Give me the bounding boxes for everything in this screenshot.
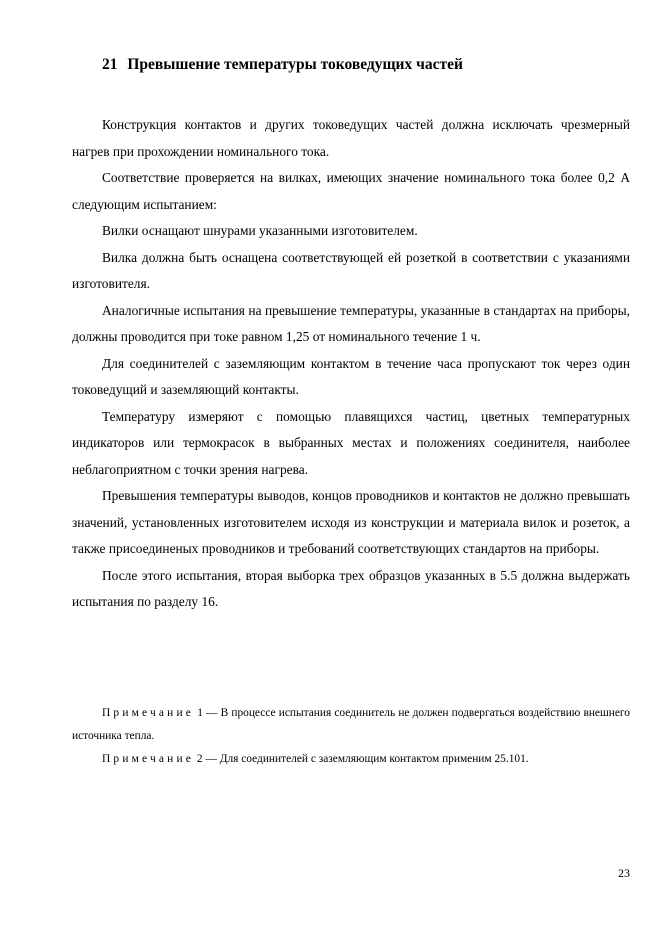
paragraph: Превышения температуры выводов, концов проводников и контактов не должно превышать значений, установленных изготовителем исходя из конструкции и материала вилок и розеток, а также присоединеных проводников и требований соответствующих стандартов на приборы.	[72, 488, 630, 556]
note-label: Примечание	[102, 753, 195, 765]
note-number: 1	[197, 707, 203, 719]
note-text: Для соединителей с заземляющим контактом применим 25.101.	[219, 753, 529, 765]
note-number: 2	[196, 753, 203, 765]
section-heading	[102, 56, 630, 74]
section-body	[72, 112, 630, 616]
paragraph: Аналогичные испытания на превышение температуры, указанные в стандартах на приборы, должны проводится при токе равном 1,25 от номинального течение 1 ч.	[72, 302, 630, 344]
paragraph: После этого испытания, вторая выборка трех образцов указанных в 5.5 должна выдержать испытания по разделу 16.	[72, 567, 630, 609]
notes-block	[72, 702, 630, 771]
note-label: Примечание	[102, 707, 195, 719]
paragraph: Вилка должна быть оснащена соответствующей ей розеткой в соответствии с указаниями изготовителя.	[72, 249, 630, 291]
section-title: Превышение температуры токоведущих частей	[127, 56, 463, 73]
page-number: 23	[618, 866, 630, 880]
note: Примечание 1 — В процессе испытания соединитель не должен подвергаться воздействию внешнего источника тепла.	[72, 707, 630, 742]
section-number: 21	[102, 56, 118, 73]
paragraph: Для соединителей с заземляющим контактом в течение часа пропускают ток через один токоведущий и заземляющий контакты.	[72, 355, 630, 397]
note-text: В процессе испытания соединитель не должен подвергаться воздействию внешнего источника тепла.	[72, 707, 630, 742]
note: Примечание 2 — Для соединителей с заземляющим контактом применим 25.101.	[102, 753, 529, 765]
paragraph: Соответствие проверяется на вилках, имеющих значение номинального тока более 0,2 А следующим испытанием:	[72, 170, 630, 212]
paragraph: Вилки оснащают шнурами указанными изготовителем.	[102, 223, 418, 238]
paragraph: Температуру измеряют с помощью плавящихся частиц, цветных температурных индикаторов или термокрасок в выбранных местах и положениях соединителя, наиболее неблагоприятном с точки зрения нагрева.	[72, 408, 630, 477]
paragraph: Конструкция контактов и других токоведущих частей должна исключать чрезмерный нагрев при прохождении номинального тока.	[72, 117, 630, 159]
